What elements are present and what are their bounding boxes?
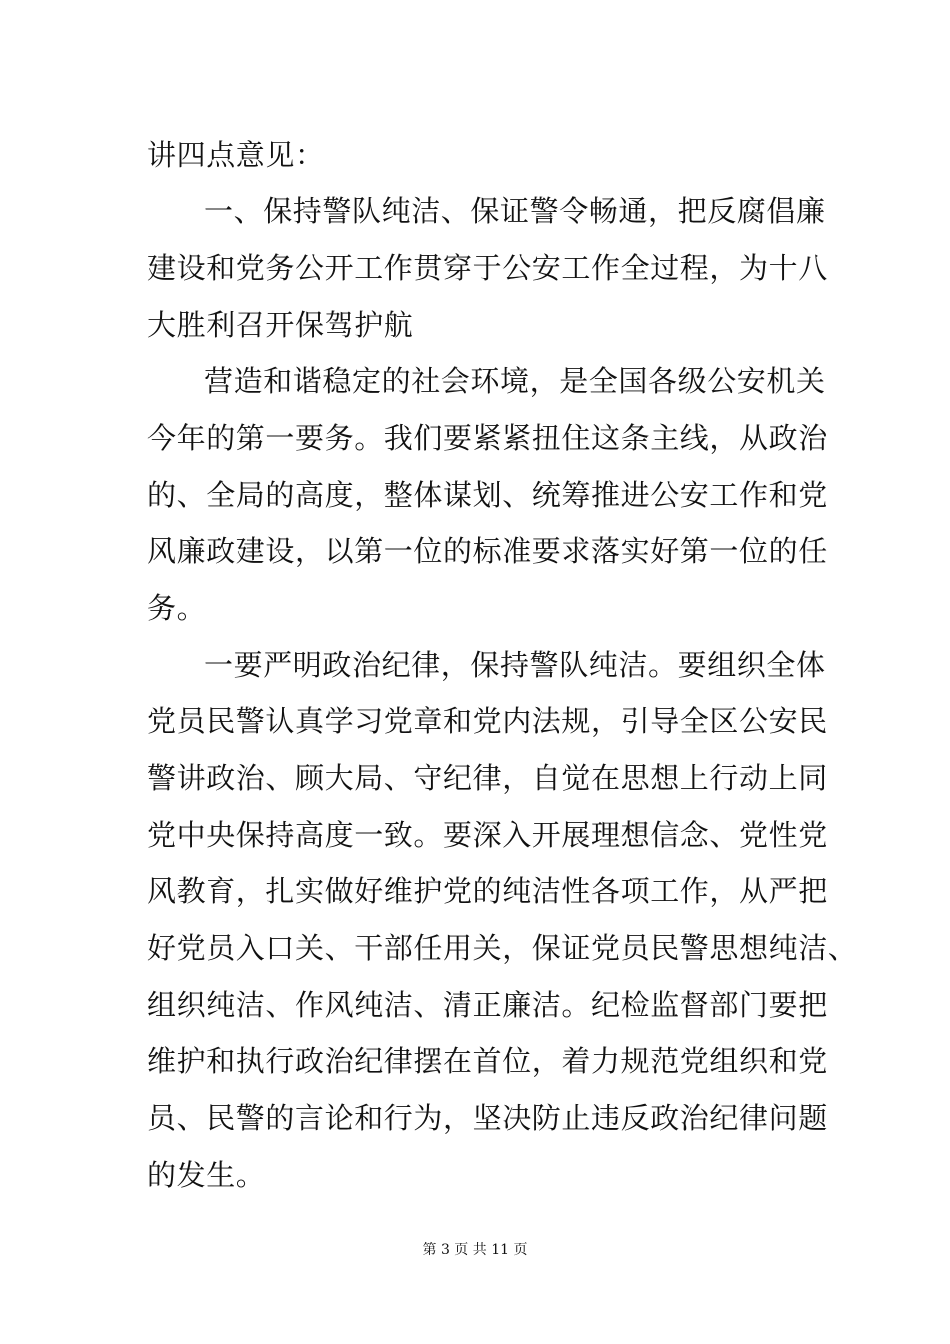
- page-footer: 第 3 页 共 11 页: [422, 1242, 528, 1258]
- text-line: 营造和谐稳定的社会环境，是全国各级公安机关: [204, 364, 826, 398]
- text-line: 好党员入口关、干部任用关，保证党员民警思想纯洁、: [147, 931, 858, 965]
- text-line: 一要严明政治纪律，保持警队纯洁。要组织全体: [204, 648, 826, 682]
- text-line: 党员民警认真学习党章和党内法规，引导全区公安民: [147, 704, 828, 738]
- text-line: 今年的第一要务。我们要紧紧扭住这条主线，从政治: [147, 421, 828, 455]
- text-line: 维护和执行政治纪律摆在首位，着力规范党组织和党: [147, 1044, 828, 1078]
- text-line: 的、全局的高度，整体谋划、统筹推进公安工作和党: [147, 478, 828, 512]
- text-line: 警讲政治、顾大局、守纪律，自觉在思想上行动上同: [147, 761, 828, 795]
- text-line: 的发生。: [147, 1158, 266, 1192]
- text-line: 党中央保持高度一致。要深入开展理想信念、党性党: [147, 818, 828, 852]
- text-line: 一、保持警队纯洁、保证警令畅通，把反腐倡廉: [204, 194, 826, 228]
- text-line: 建设和党务公开工作贯穿于公安工作全过程，为十八: [147, 251, 828, 285]
- text-line: 务。: [147, 591, 207, 625]
- text-line: 员、民警的言论和行为，坚决防止违反政治纪律问题: [147, 1101, 828, 1135]
- text-line: 讲四点意见：: [147, 138, 325, 172]
- text-line: 组织纯洁、作风纯洁、清正廉洁。纪检监督部门要把: [147, 988, 828, 1022]
- text-line: 风教育，扎实做好维护党的纯洁性各项工作，从严把: [147, 874, 828, 908]
- text-line: 大胜利召开保驾护航: [147, 308, 414, 342]
- text-line: 风廉政建设，以第一位的标准要求落实好第一位的任: [147, 534, 828, 568]
